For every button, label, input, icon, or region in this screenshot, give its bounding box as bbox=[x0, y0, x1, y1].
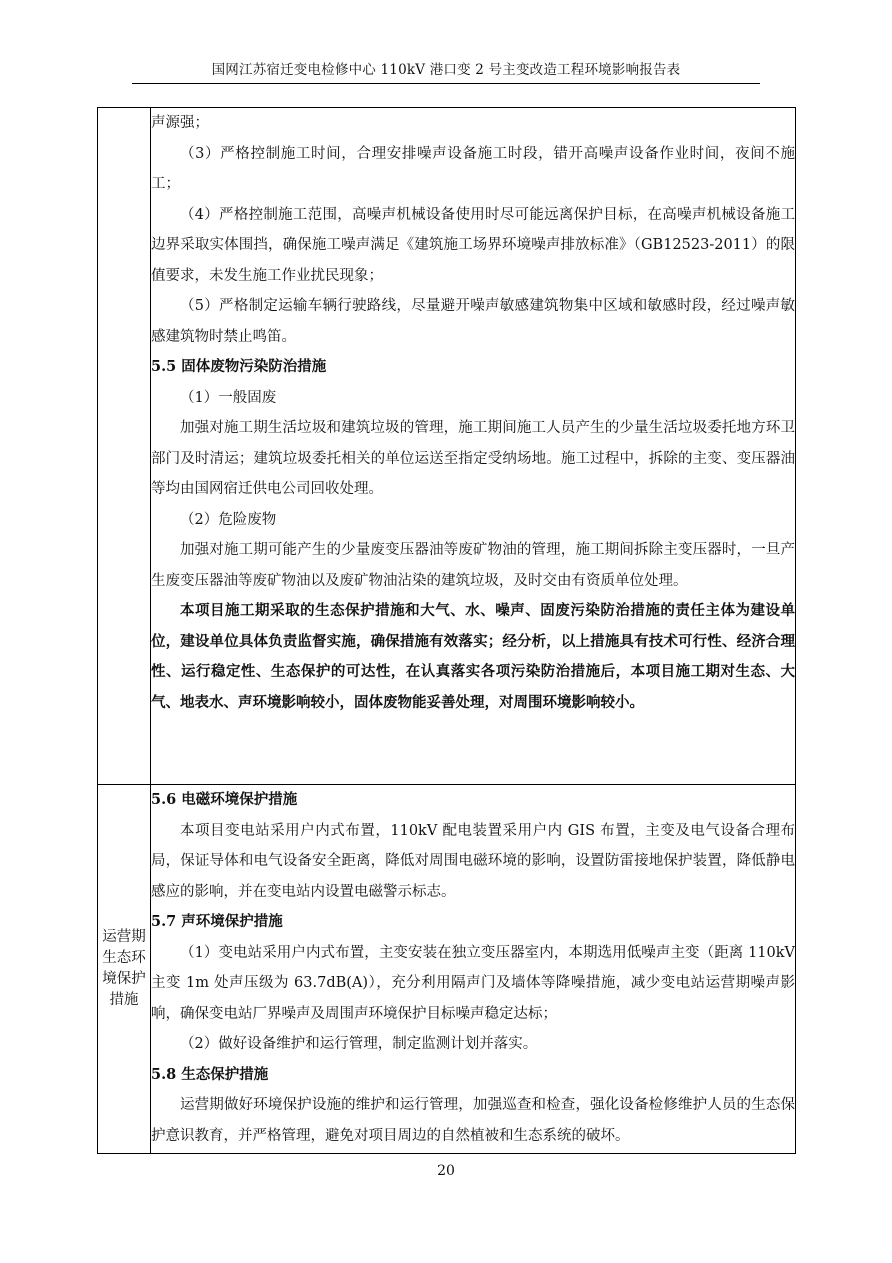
paragraph: （3）严格控制施工时间，合理安排噪声设备施工时段，错开高噪声设备作业时间，夜间不施工； bbox=[151, 145, 795, 192]
section-heading: 5.7 声环境保护措施 bbox=[151, 913, 283, 930]
page-header: 国网江苏宿迁变电检修中心 110kV 港口变 2 号主变改造工程环境影响报告表 bbox=[132, 58, 760, 84]
paragraph: 声源强； bbox=[151, 115, 209, 131]
paragraph: 运营期做好环境保护设施的维护和运行管理，加强巡查和检查，强化设备检修维护人员的生态保护意识教育，并严格管理，避免对项目周边的自然植被和生态系统的破坏。 bbox=[151, 1097, 795, 1144]
paragraph: （5）严格制定运输车辆行驶路线，尽量避开噪声敏感建筑物集中区域和敏感时段，经过噪声敏感建筑物时禁止鸣笛。 bbox=[151, 298, 795, 345]
operation-measures-content bbox=[151, 785, 796, 1154]
section-heading: 5.5 固体废物污染防治措施 bbox=[151, 358, 327, 375]
row-label-cell bbox=[98, 108, 151, 785]
section-heading: 5.8 生态保护措施 bbox=[151, 1065, 269, 1083]
paragraph: （1）变电站采用户内式布置，主变安装在独立变压器室内，本期选用低噪声主变（距离 110kV 主变 1m 处声压级为 63.7dB(A)），充分利用隔声门及墙体等降噪措施，减少变电站运营期噪声影响，确保变电站厂界噪声及周围声环境保护目标噪声稳定达标； bbox=[151, 944, 795, 1022]
paragraph: 加强对施工期生活垃圾和建筑垃圾的管理，施工期间施工人员产生的少量生活垃圾委托地方环卫部门及时清运；建筑垃圾委托相关的单位运送至指定受纳场地。施工过程中，拆除的主变、变压器油等均由国网宿迁供电公司回收处理。 bbox=[151, 420, 795, 497]
row-label-cell bbox=[98, 785, 151, 1154]
paragraph: 加强对施工期可能产生的少量废变压器油等废矿物油的管理，施工期间拆除主变压器时，一旦产生废变压器油等废矿物油以及废矿物油沾染的建筑垃圾，及时交由有资质单位处理。 bbox=[151, 542, 795, 589]
conclusion-paragraph: 本项目施工期采取的生态保护措施和大气、水、噪声、固废污染防治措施的责任主体为建设单位，建设单位具体负责监督实施，确保措施有效落实；经分析，以上措施具有技术可行性、经济合理性、运行稳定性、生态保护的可达性，在认真落实各项污染防治措施后，本项目施工期对生态、大气、地表水、声环境影响较小，固体废物能妥善处理，对周围环境影响较小。 bbox=[151, 602, 795, 711]
subsection-label: （2）危险废物 bbox=[180, 511, 277, 528]
paragraph: 本项目变电站采用户内式布置，110kV 配电装置采用户内 GIS 布置，主变及电气设备合理布局，保证导体和电气设备安全距离，降低对周围电磁环境的影响，设置防雷接地保护装置，降低静电感应的影响，并在变电站内设置电磁警示标志。 bbox=[151, 822, 795, 900]
measures-table bbox=[97, 107, 796, 1154]
construction-measures-content bbox=[151, 108, 796, 785]
row-label: 运营期生态环境保护措施 bbox=[102, 929, 146, 1008]
page-number: 20 bbox=[437, 1163, 455, 1179]
operation-measures-row bbox=[98, 785, 796, 1154]
section-heading: 5.6 电磁环境保护措施 bbox=[151, 791, 298, 808]
construction-measures-row bbox=[98, 108, 796, 785]
subsection-label: （1）一般固废 bbox=[180, 389, 277, 406]
paragraph: （2）做好设备维护和运行管理，制定监测计划并落实。 bbox=[180, 1036, 538, 1052]
paragraph: （4）严格控制施工范围，高噪声机械设备使用时尽可能远离保护目标，在高噪声机械设备施工边界采取实体围挡，确保施工噪声满足《建筑施工场界环境噪声排放标准》（GB12523-2011）的限值要求，未发生施工作业扰民现象； bbox=[151, 206, 795, 284]
